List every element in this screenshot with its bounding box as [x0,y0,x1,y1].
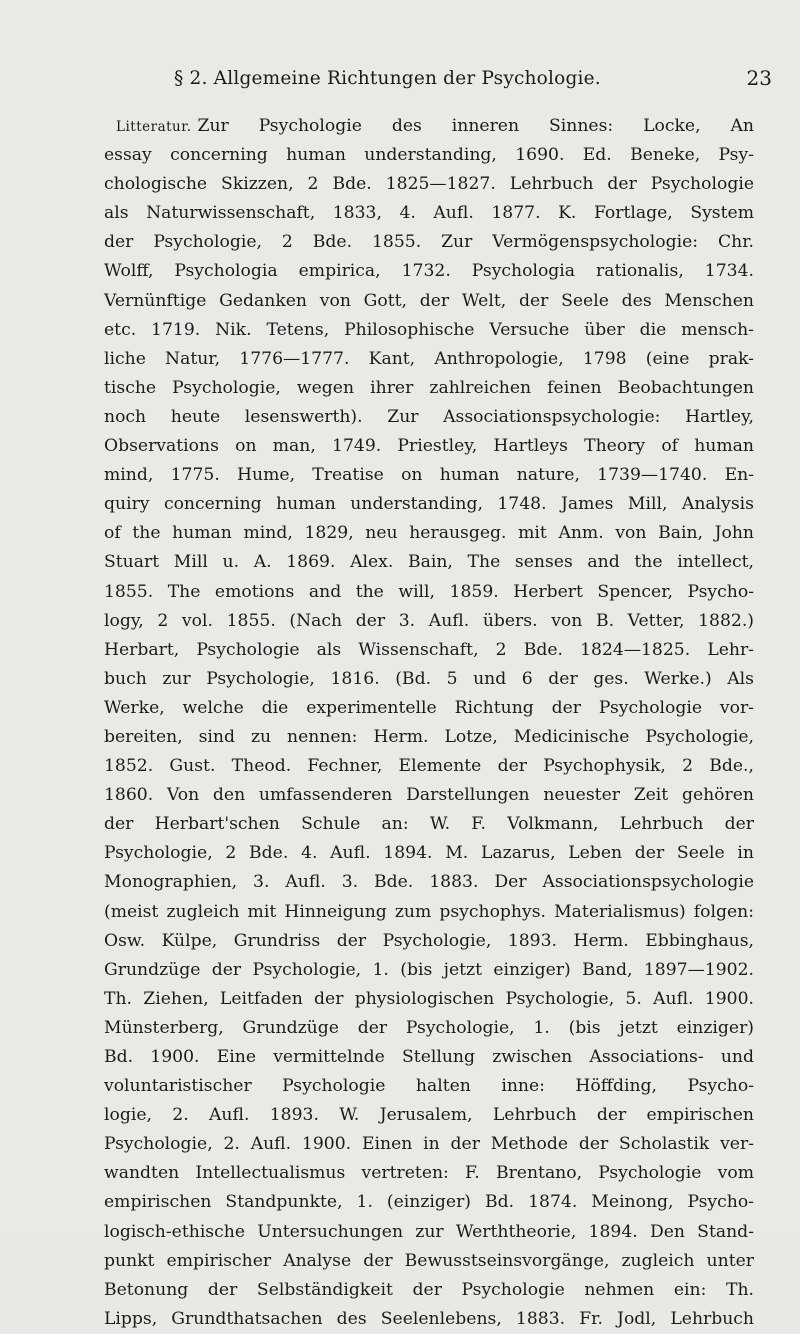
text-line: Psychologie, 2 Bde. 4. Aufl. 1894. M. Lazarus, Leben der Seele in [104,843,754,864]
text-line: Lipps, Grundthatsachen des Seelenlebens, 1883. Fr. Jodl, Lehrbuch [104,1308,754,1329]
running-head [104,64,772,96]
text-line: Münsterberg, Grundzüge der Psychologie, 1. (bis jetzt einziger) [104,1017,754,1038]
text-line: Herbart, Psychologie als Wissenschaft, 2 Bde. 1824—1825. Lehr- [104,639,754,660]
text-line: Th. Ziehen, Leitfaden der physiologischen Psychologie, 5. Aufl. 1900. [104,988,754,1009]
text-line: etc. 1719. Nik. Tetens, Philosophische Versuche über die mensch- [104,319,754,340]
text-line: voluntaristischer Psychologie halten inne: Höffding, Psycho- [104,1076,754,1097]
text-line: der Psychologie, 2 Bde. 1855. Zur Vermögenspsychologie: Chr. [104,232,754,253]
text-line: bereiten, sind zu nennen: Herm. Lotze, Medicinische Psychologie, [104,726,754,747]
text-line: Wolff, Psychologia empirica, 1732. Psychologia rationalis, 1734. [104,261,754,282]
text-line: (meist zugleich mit Hinneigung zum psychophys. Materialismus) folgen: [104,901,754,922]
chapter-heading: § 2. Allgemeine Richtungen der Psychologie. [174,68,601,89]
text-line: mind, 1775. Hume, Treatise on human nature, 1739—1740. En- [104,465,754,486]
literature-lead-word: Litteratur. [116,119,192,135]
text-line: Monographien, 3. Aufl. 3. Bde. 1883. Der Associationspsychologie [104,872,754,893]
text-line: buch zur Psychologie, 1816. (Bd. 5 und 6 der ges. Werke.) Als [104,668,754,689]
text-line: Osw. Külpe, Grundriss der Psychologie, 1893. Herm. Ebbinghaus, [104,930,754,951]
text-line: quiry concerning human understanding, 1748. James Mill, Analysis [104,494,754,515]
text-line: essay concerning human understanding, 1690. Ed. Beneke, Psy- [104,145,754,166]
text-line: chologische Skizzen, 2 Bde. 1825—1827. Lehrbuch der Psychologie [104,174,754,195]
text-line: logie, 2. Aufl. 1893. W. Jerusalem, Lehrbuch der empirischen [104,1105,754,1126]
text-line: Werke, welche die experimentelle Richtung der Psychologie vor- [104,697,754,718]
text-line: tische Psychologie, wegen ihrer zahlreichen feinen Beobachtungen [104,377,754,398]
text-line: 1855. The emotions and the will, 1859. Herbert Spencer, Psycho- [104,581,754,602]
text-line: liche Natur, 1776—1777. Kant, Anthropologie, 1798 (eine prak- [104,348,754,369]
text-line: noch heute lesenswerth). Zur Associationspsychologie: Hartley, [104,406,754,427]
text-line: wandten Intellectualismus vertreten: F. Brentano, Psychologie vom [104,1163,754,1184]
text-line: Grundzüge der Psychologie, 1. (bis jetzt einziger) Band, 1897—1902. [104,959,754,980]
text-line: Bd. 1900. Eine vermittelnde Stellung zwischen Associations- und [104,1047,754,1067]
text-line: Vernünftige Gedanken von Gott, der Welt, der Seele des Menschen [104,290,754,311]
text-line: of the human mind, 1829, neu herausgeg. mit Anm. von Bain, John [104,523,754,544]
text-line: Betonung der Selbständigkeit der Psychologie nehmen ein: Th. [104,1279,754,1300]
text-line: 1852. Gust. Theod. Fechner, Elemente der Psychophysik, 2 Bde., [104,756,754,777]
text-line: Stuart Mill u. A. 1869. Alex. Bain, The senses and the intellect, [104,552,754,573]
text-line: Psychologie, 2. Aufl. 1900. Einen in der Methode der Scholastik ver- [104,1134,754,1155]
text-line: logy, 2 vol. 1855. (Nach der 3. Aufl. übers. von B. Vetter, 1882.) [104,610,754,631]
text-line: empirischen Standpunkte, 1. (einziger) Bd. 1874. Meinong, Psycho- [104,1192,754,1213]
text-line: der Herbart'schen Schule an: W. F. Volkmann, Lehrbuch der [104,814,754,835]
text-line: als Naturwissenschaft, 1833, 4. Aufl. 1877. K. Fortlage, System [104,203,754,224]
text-line: 1860. Von den umfassenderen Darstellungen neuester Zeit gehören [104,785,754,806]
page-number: 23 [746,66,772,90]
bibliography-paragraph [104,112,754,1334]
text-line-content: Zur Psychologie des inneren Sinnes: Locke, An [197,116,754,136]
text-line: Observations on man, 1749. Priestley, Hartleys Theory of human [104,436,754,457]
text-line: punkt empirischer Analyse der Bewusstseinsvorgänge, zugleich unter [104,1250,754,1271]
text-line [104,112,754,141]
text-line: logisch-ethische Untersuchungen zur Werththeorie, 1894. Den Stand- [104,1221,754,1242]
